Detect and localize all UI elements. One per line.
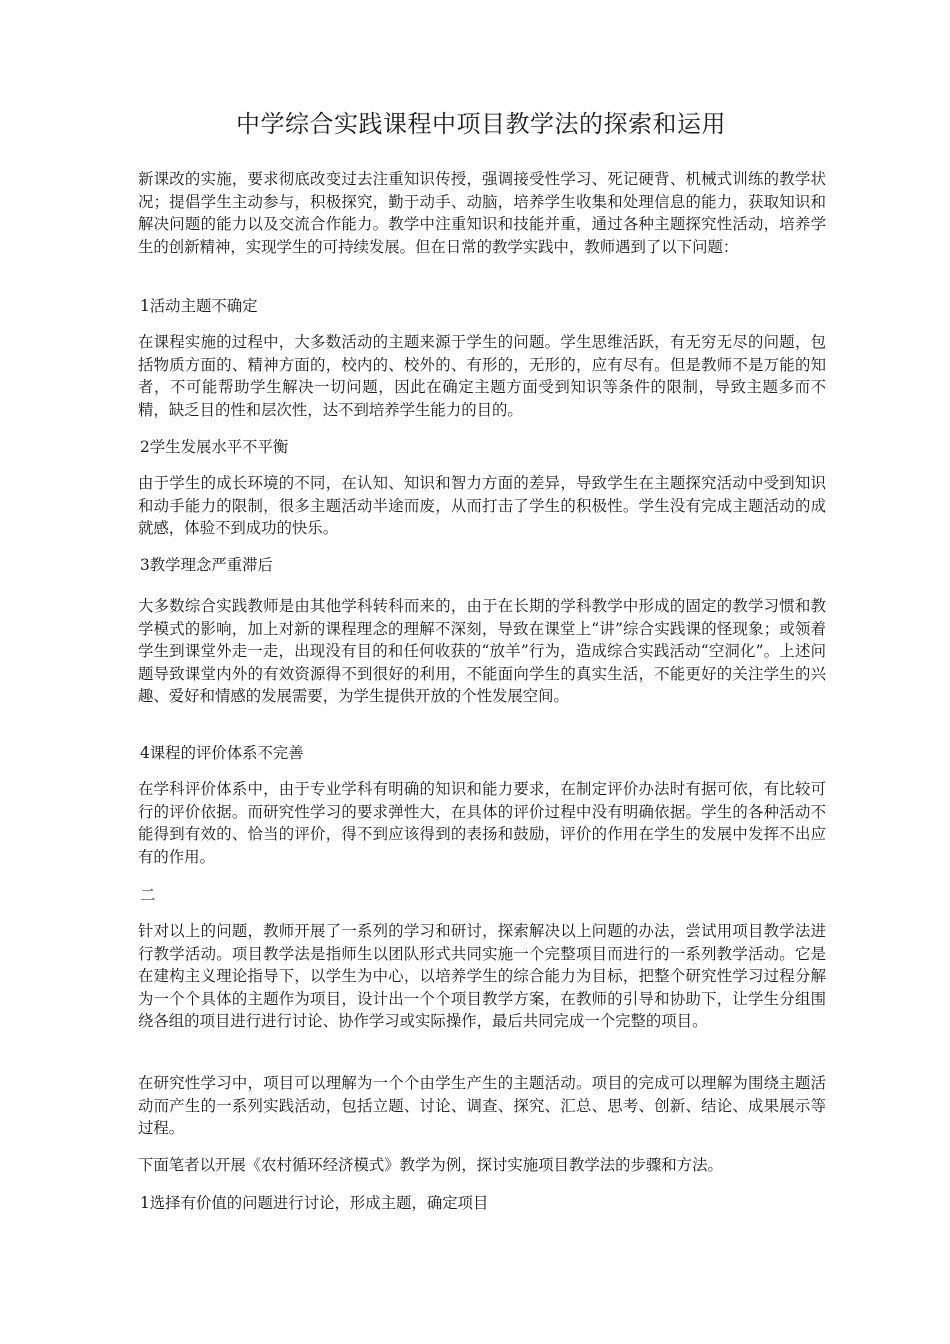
section-heading-3: 3教学理念严重滞后	[140, 556, 273, 574]
paragraph-topic-uncertain: 在课程实施的过程中，大多数活动的主题来源于学生的问题。学生思维活跃，有无穷无尽的问题，包括物质方面的、精神方面的，校内的、校外的、有形的，无形的，应有尽有。但是教师不是万能的知者，不可能帮助学生解决一切问题，因此在确定主题方面受到知识等条件的限制，导致主题多而不精，缺乏目的性和层次性，达不到培养学生能力的目的。	[138, 333, 826, 419]
paragraph-intro: 新课改的实施，要求彻底改变过去注重知识传授，强调接受性学习、死记硬背、机械式训练的教学状况；提倡学生主动参与，积极探究，勤于动手、动脑，培养学生收集和处理信息的能力，获取知识和解决问题的能力以及交流合作能力。教学中注重知识和技能并重，通过各种主题探究性活动，培养学生的创新精神，实现学生的可持续发展。但在日常的教学实践中，教师遇到了以下问题：	[138, 170, 826, 256]
paragraph-uneven-development: 由于学生的成长环境的不同，在认知、知识和智力方面的差异，导致学生在主题探究活动中受到知识和动手能力的限制，很多主题活动半途而废，从而打击了学生的积极性。学生没有完成主题活动的成就感，体验不到成功的快乐。	[138, 474, 826, 538]
section-heading-1: 1活动主题不确定	[140, 297, 258, 315]
section-heading-step-1: 1选择有价值的问题进行讨论，形成主题，确定项目	[140, 1194, 489, 1212]
section-heading-4: 4课程的评价体系不完善	[140, 744, 304, 762]
paragraph-project-method: 针对以上的问题，教师开展了一系列的学习和研讨，探索解决以上问题的办法，尝试用项目教学法进行教学活动。项目教学法是指师生以团队形式共同实施一个完整项目而进行的一系列教学活动。它是在建构主义理论指导下，以学生为中心，以培养学生的综合能力为目标，把整个研究性学习过程分解为一个个具体的主题作为项目，设计出一个个项目教学方案，在教师的引导和协助下，让学生分组围绕各组的项目进行进行讨论、协作学习或实际操作，最后共同完成一个完整的项目。	[138, 922, 826, 1031]
paragraph-outdated-concepts: 大多数综合实践教师是由其他学科转科而来的，由于在长期的学科教学中形成的固定的教学习惯和教学模式的影响，加上对新的课程理念的理解不深刻，导致在课堂上“讲”综合实践课的怪现象；或领着学生到课堂外走一走，出现没有目的和任何收获的“放羊”行为，造成综合实践活动“空洞化”。上述问题导致课堂内外的有效资源得不到很好的利用，不能面向学生的真实生活，不能更好的关注学生的兴趣、爱好和情感的发展需要，为学生提供开放的个性发展空间。	[138, 597, 826, 706]
paragraph-example-intro: 下面笔者以开展《农村循环经济模式》教学为例，探讨实施项目教学法的步骤和方法。	[138, 1156, 723, 1174]
section-heading-2: 2学生发展水平不平衡	[140, 438, 289, 456]
document-title: 中学综合实践课程中项目教学法的探索和运用	[236, 110, 726, 138]
paragraph-project-definition: 在研究性学习中，项目可以理解为一个个由学生产生的主题活动。项目的完成可以理解为围绕主题活动而产生的一系列实践活动，包括立题、讨论、调查、探究、汇总、思考、创新、结论、成果展示等过程。	[138, 1074, 826, 1138]
section-heading-part-two: 二	[140, 886, 156, 904]
paragraph-evaluation-system: 在学科评价体系中，由于专业学科有明确的知识和能力要求，在制定评价办法时有据可依，有比较可行的评价依据。而研究性学习的要求弹性大，在具体的评价过程中没有明确依据。学生的各种活动不能得到有效的、恰当的评价，得不到应该得到的表扬和鼓励，评价的作用在学生的发展中发挥不出应有的作用。	[138, 780, 826, 866]
